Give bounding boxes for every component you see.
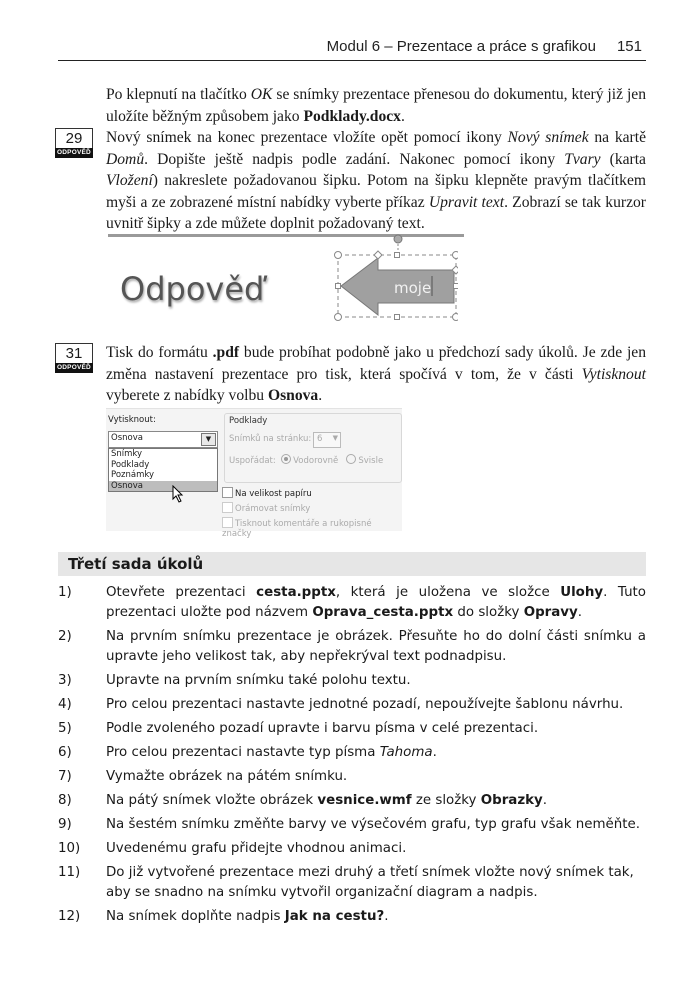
frame-slides-checkbox[interactable] [222, 502, 310, 514]
task-number: 3) [58, 673, 72, 688]
intro-paragraph [106, 84, 646, 127]
emphasis: OK [250, 86, 273, 103]
print-what-label: Vytisknout: [108, 415, 156, 425]
folder: Opravy [523, 605, 578, 620]
filename: Oprava_cesta.pptx [312, 605, 454, 620]
handouts-group [224, 413, 402, 483]
font-name: Tahoma [379, 745, 433, 760]
answer-badge-29 [55, 128, 93, 158]
badge-label: ODPOVĚĎ [55, 148, 93, 158]
emphasis: Vložení [106, 172, 153, 190]
text: . [384, 909, 389, 924]
checkbox-box[interactable] [222, 487, 233, 498]
text: . Tuto prezentaci uložte pod názvem [106, 585, 647, 620]
print-comments-checkbox[interactable] [222, 517, 402, 539]
badge-label: ODPOVĚĎ [55, 363, 93, 373]
chevron-down-icon: ▼ [332, 434, 338, 442]
slides-per-page-value: 6 [317, 434, 323, 444]
chevron-down-icon[interactable]: ▼ [201, 433, 216, 446]
text: Po klepnutí na tlačítko [106, 86, 251, 103]
section-header [58, 552, 646, 576]
task-text: Do již vytvořené prezentace mezi druhý a třetí snímek vložte nový snímek tak, aby se snadno na snímku vytvořil organizační diagram a nadpis. [106, 865, 634, 900]
answer-badge-31 [55, 343, 93, 373]
text: vyberete z nabídky volbu [106, 387, 268, 405]
option-snimky[interactable]: Snímky [111, 449, 143, 459]
task-text: Vymažte obrázek na pátém snímku. [106, 769, 348, 784]
text: . [318, 387, 323, 405]
checkbox-label: Tisknout komentáře a rukopisné značky [222, 519, 372, 539]
option-podklady[interactable]: Podklady [111, 459, 150, 470]
text: Nový snímek na konec prezentace vložíte opět pomocí ikony [106, 129, 508, 146]
slides-per-page-label: Snímků na stránku: [229, 434, 312, 444]
order-row [229, 454, 383, 466]
text: Na pátý snímek vložte obrázek [106, 793, 318, 808]
task-text: Podle zvoleného pozadí upravte i barvu písma v celé prezentaci. [106, 721, 539, 736]
print-dialog-screenshot [106, 408, 402, 539]
option-poznamky[interactable]: Poznámky [111, 470, 155, 480]
task-number: 6) [58, 745, 72, 760]
text: . [542, 793, 548, 808]
emphasis: Tvary [564, 150, 601, 168]
checkbox-label: Na velikost papíru [235, 489, 312, 499]
task-text [106, 907, 646, 927]
left-arrow-shape [328, 228, 458, 328]
page-header [58, 36, 646, 61]
handouts-group-title: Podklady [229, 416, 268, 426]
badge-number: 31 [55, 343, 93, 363]
text: . Zobrazí se tak kurzor uvnitř šipky a zde můžete doplnit požadovaný text. [106, 193, 646, 233]
radio-horizontal-label: Vodorovně [293, 456, 339, 466]
task-number: 12) [58, 909, 81, 924]
task-text: Upravte na prvním snímku také polohu textu. [106, 673, 411, 688]
task-text: Pro celou prezentaci nastavte jednotné pozadí, nepoužívejte šablonu návrhu. [106, 697, 624, 712]
slide-title: Jak na cestu? [284, 909, 385, 924]
print-what-options [108, 448, 218, 492]
text: . [432, 745, 437, 760]
text: na kartě [588, 129, 646, 146]
slide-screenshot [106, 228, 466, 328]
task-number: 8) [58, 793, 72, 808]
text: do složky [453, 605, 524, 620]
page-number: 151 [616, 38, 642, 55]
checkbox-box[interactable] [222, 517, 233, 528]
arrow-text: moje [394, 279, 432, 297]
filename: vesnice.wmf [317, 793, 412, 808]
folder: Obrazky [480, 793, 543, 808]
task-text: Na prvním snímku prezentace je obrázek. Přesuňte ho do dolní části snímku a upravte jeho velikost tak, aby nepřekrýval text podnadpisu. [106, 629, 646, 664]
text: . [400, 107, 405, 125]
task-text: Na šestém snímku změňte barvy ve výsečovém grafu, typ grafu však neměňte. [106, 817, 641, 832]
task-number: 1) [58, 585, 72, 600]
radio-horizontal[interactable] [281, 454, 291, 464]
print-what-value: Osnova [111, 433, 143, 443]
radio-vertical-label: Svisle [358, 456, 384, 466]
format: .pdf [212, 344, 240, 361]
task-number: 4) [58, 697, 72, 712]
task-text [106, 583, 646, 623]
text: Otevřete prezentaci [106, 585, 257, 600]
emphasis: Vytisknout [581, 365, 646, 383]
radio-vertical[interactable] [346, 454, 356, 464]
option-osnova[interactable]: Osnova [109, 481, 217, 492]
answer-29-paragraph [106, 127, 646, 235]
task-text [106, 791, 646, 811]
checkbox-box[interactable] [222, 502, 233, 513]
print-what-dropdown[interactable] [108, 431, 218, 448]
text: se snímky prezentace přenesou do dokumentu, který již jen uložíte běžným způsobem jako [106, 86, 646, 125]
option-name: Osnova [267, 387, 319, 405]
badge-number: 29 [55, 128, 93, 148]
text: , která je uložena ve složce [335, 585, 561, 600]
emphasis: Domů [106, 150, 145, 168]
task-text [106, 743, 646, 763]
task-number: 11) [58, 865, 81, 880]
checkbox-label: Orámovat snímky [235, 504, 311, 514]
filename: cesta.pptx [256, 585, 336, 600]
chapter-title: Modul 6 – Prezentace a práce s grafikou [326, 38, 596, 55]
text: Tisk do formátu [106, 344, 213, 361]
mouse-cursor-icon [172, 485, 184, 503]
text: bude probíhat podobně jako u předchozí sady úkolů. Je zde jen změna nastavení prezentace pro tisk, která spočívá v tom, že v části [106, 344, 647, 383]
text: Pro celou prezentaci nastavte typ písma [106, 745, 380, 760]
task-number: 5) [58, 721, 72, 736]
order-label: Uspořádat: [229, 456, 276, 466]
folder: Ulohy [560, 585, 604, 600]
emphasis: Upravit text [428, 193, 505, 211]
task-number: 9) [58, 817, 72, 832]
slide-title: Odpověď [120, 270, 265, 308]
scale-to-paper-checkbox[interactable] [222, 487, 312, 499]
slides-per-page-select[interactable] [313, 432, 341, 448]
text: ) nakreslete požadovanou šipku. Potom na šipku klepněte pravým tlačítkem myši a ze zobrazené místní nabídky vyberte příkaz [106, 172, 646, 211]
emphasis: Nový snímek [507, 129, 589, 146]
section-title: Třetí sada úkolů [68, 555, 204, 573]
task-number: 7) [58, 769, 72, 784]
text: Na snímek doplňte nadpis [106, 909, 285, 924]
task-text: Uvedenému grafu přidejte vhodnou animaci. [106, 841, 407, 856]
task-number: 10) [58, 841, 81, 856]
text: (karta [600, 150, 646, 168]
text: . Dopište ještě nadpis podle zadání. Nakonec pomocí ikony [144, 150, 565, 168]
task-number: 2) [58, 629, 72, 644]
filename: Podklady.docx [303, 107, 401, 125]
text: . [577, 605, 583, 620]
text: ze složky [411, 793, 481, 808]
answer-31-paragraph [106, 342, 646, 407]
